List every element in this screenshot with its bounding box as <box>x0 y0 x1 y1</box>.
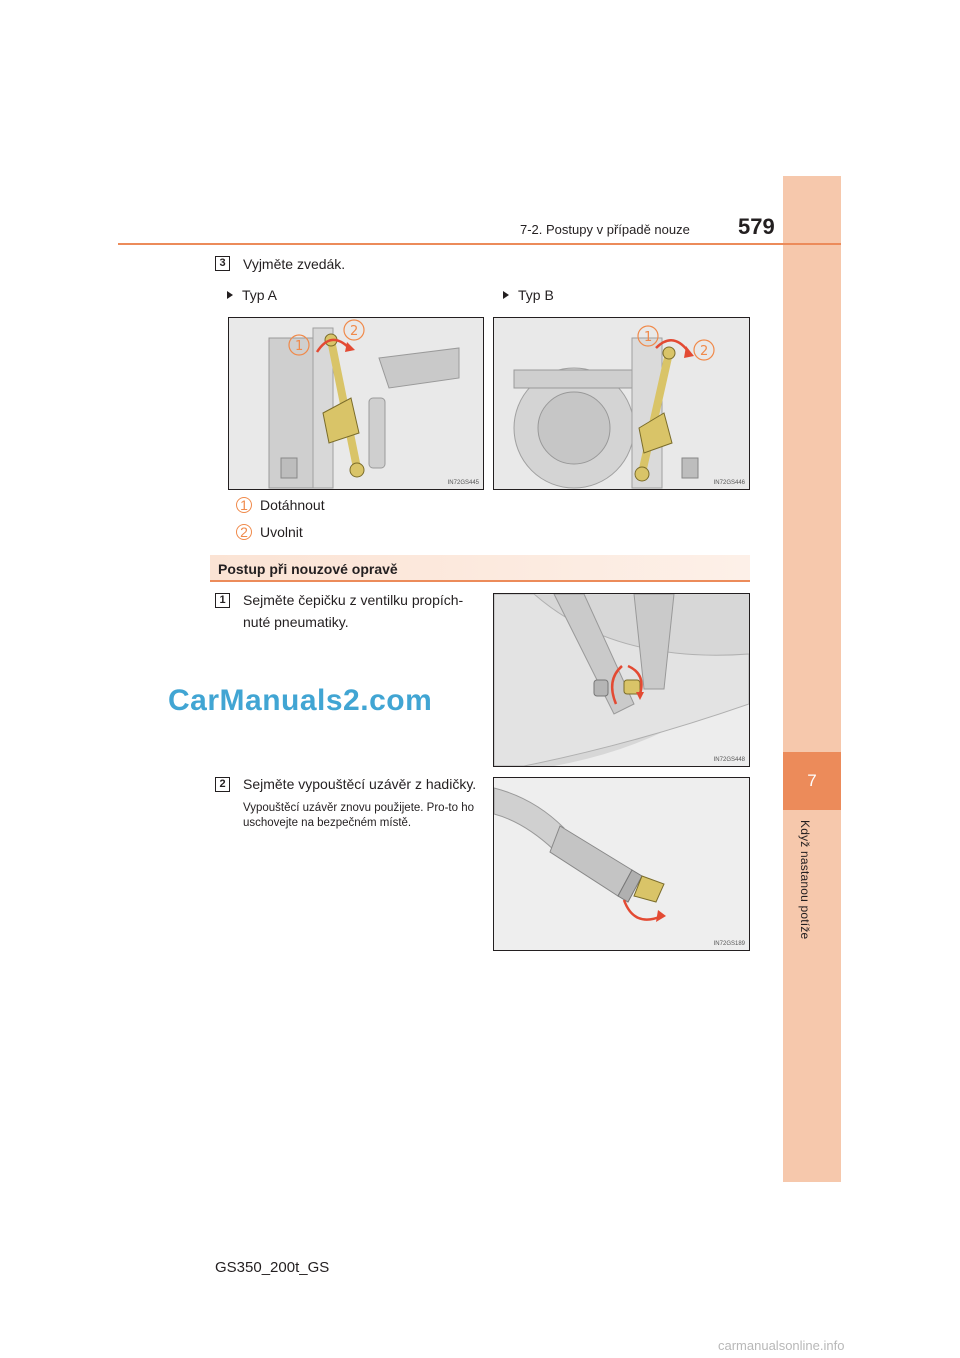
chapter-side-strip <box>783 176 841 1182</box>
step-2-badge: 2 <box>215 777 230 792</box>
figure-code: IN72GS446 <box>713 480 745 486</box>
svg-text:2: 2 <box>350 324 359 339</box>
legend-number-1: 1 <box>236 497 252 513</box>
page-number: 579 <box>738 214 775 239</box>
legend-number-2: 2 <box>236 524 252 540</box>
chapter-number-tab: 7 <box>783 752 841 810</box>
legend-label-1: Dotáhnout <box>260 497 325 513</box>
figure-code: IN72GS189 <box>713 941 745 947</box>
figure-code: IN72GS445 <box>447 480 479 486</box>
step-3-text: Vyjměte zvedák. <box>243 256 346 272</box>
step-3-badge: 3 <box>215 256 230 271</box>
type-b-label: Typ B <box>518 287 554 303</box>
step-2-note: Vypouštěcí uzávěr znovu použijete. Pro-to ho uschovejte na bezpečném místě. <box>243 802 474 829</box>
chapter-title-vertical: Když nastanou potíže <box>798 820 812 940</box>
step-1-badge: 1 <box>215 593 230 608</box>
jack-type-a-illustration <box>228 317 484 490</box>
site-footer: carmanualsonline.info <box>718 1338 845 1353</box>
svg-text:1: 1 <box>644 330 653 345</box>
header-section-title: 7-2. Postupy v případě nouze <box>520 222 690 237</box>
hose-cap-illustration <box>493 777 750 951</box>
tire-valve-illustration <box>493 593 750 767</box>
step-2-text: Sejměte vypouštěcí uzávěr z hadičky. <box>243 776 477 792</box>
type-a-label: Typ A <box>242 287 278 303</box>
section-title: Postup při nouzové opravě <box>218 561 398 577</box>
figure-code: IN72GS448 <box>713 757 745 763</box>
arrow-right-icon <box>503 291 509 299</box>
arrow-right-icon <box>227 291 233 299</box>
jack-type-b-illustration <box>493 317 750 490</box>
legend-label-2: Uvolnit <box>260 524 303 540</box>
model-code-footer: GS350_200t_GS <box>215 1259 330 1276</box>
step-1-text: Sejměte čepičku z ventilku propích-nuté pneumatiky. <box>243 592 464 630</box>
svg-text:1: 1 <box>295 339 304 354</box>
header-rule <box>118 243 841 245</box>
watermark: CarManuals2.com <box>168 684 433 717</box>
svg-text:2: 2 <box>700 344 709 359</box>
